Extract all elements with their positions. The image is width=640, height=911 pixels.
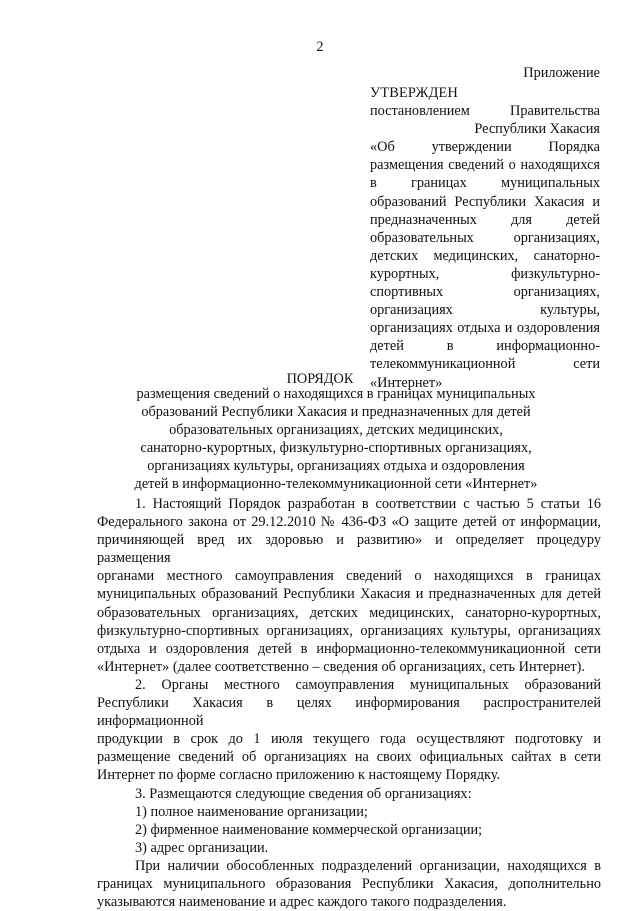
approval-line: предназначенных для детей xyxy=(370,211,600,228)
paragraph-4 xyxy=(97,857,601,911)
paragraph-line: границах муниципального образования Республики Хакасия, дополнительно xyxy=(97,875,601,892)
approval-line: «Об утверждении Порядка xyxy=(370,139,600,156)
paragraph-line: Интернет по форме согласно приложению к настоящему Порядку. xyxy=(97,767,501,784)
subtitle-line: образовательных организациях, детских медицинских, xyxy=(169,422,503,439)
paragraph-line: Федерального закона от 29.12.2010 № 436-ФЗ «О защите детей от информации, xyxy=(97,514,601,531)
paragraph-3 xyxy=(97,785,601,803)
approval-line: организациях культуры, xyxy=(370,302,600,319)
paragraph-line: органами местного самоуправления сведений о находящихся в границах xyxy=(97,568,601,585)
paragraph-line: Республики Хакасия в целях информирования распространителей информационной xyxy=(97,695,601,730)
page-number: 2 xyxy=(316,39,324,55)
approval-line: детей в информационно- xyxy=(370,338,600,355)
approval-line: образований Республики Хакасия и xyxy=(370,193,600,210)
list-item: 2) фирменное наименование коммерческой организации; xyxy=(135,821,483,838)
approval-line: размещения сведений о находящихся xyxy=(370,157,600,174)
approval-line: телекоммуникационной сети xyxy=(370,356,600,373)
paragraph-line: 2. Органы местного самоуправления муниципальных образований xyxy=(135,676,601,693)
approval-line: спортивных организациях, xyxy=(370,284,600,301)
approval-line: организациях отдыха и оздоровления xyxy=(370,320,600,337)
paragraph-line: 1. Настоящий Порядок разработан в соответствии с частью 5 статьи 16 xyxy=(135,496,601,512)
approval-line: Республики Хакасия xyxy=(474,121,600,138)
approval-line: курортных, физкультурно- xyxy=(370,265,600,282)
subtitle-line: санаторно-курортных, физкультурно-спортивных организациях, xyxy=(140,440,532,457)
paragraph-line: указываются наименование и адрес каждого такого подразделения. xyxy=(97,894,507,911)
list-item: 3) адрес организации. xyxy=(135,839,269,856)
paragraph-line: размещение сведений об организациях на своих официальных сайтах в сети xyxy=(97,749,601,766)
paragraph-2 xyxy=(97,676,601,785)
paragraph-line: При наличии обособленных подразделений организации, находящихся в xyxy=(135,857,601,874)
paragraph-line: продукции в срок до 1 июля текущего года осуществляют подготовку и xyxy=(97,731,601,748)
paragraph-line: причиняющей вред их здоровью и развитию» и определяет процедуру размещения xyxy=(97,532,601,567)
paragraph-1 xyxy=(97,495,601,676)
subtitle-line: образований Республики Хакасия и предназначенных для детей xyxy=(141,404,531,421)
paragraph-line: образовательных организациях, детских медицинских, санаторно-курортных, xyxy=(97,604,601,621)
list-item: 1) полное наименование организации; xyxy=(135,803,368,820)
approval-block xyxy=(370,84,600,392)
paragraph-line: муниципальных образований Республики Хакасия и предназначенных для детей xyxy=(97,586,601,603)
main-text xyxy=(97,495,601,911)
approval-line: постановлением Правительства xyxy=(370,103,600,120)
paragraph-line: физкультурно-спортивных организациях, организациях культуры, организациях xyxy=(97,622,601,639)
paragraph-line: 3. Размещаются следующие сведения об организациях: xyxy=(135,785,472,802)
document-title: ПОРЯДОК xyxy=(286,371,354,387)
approval-title: УТВЕРЖДЕН xyxy=(370,85,458,101)
subtitle-line: размещения сведений о находящихся в границах муниципальных xyxy=(136,386,536,402)
subtitle-line: детей в информационно-телекоммуникационной сети «Интернет» xyxy=(134,476,538,493)
approval-line: «Интернет» xyxy=(370,374,443,391)
document-subtitle xyxy=(120,385,552,494)
appendix-label: Приложение xyxy=(523,65,600,81)
subtitle-line: организациях культуры, организациях отдыха и оздоровления xyxy=(147,458,525,475)
paragraph-line: «Интернет» (далее соответственно – сведения об организациях, сеть Интернет). xyxy=(97,658,585,675)
approval-line: детских медицинских, санаторно- xyxy=(370,247,600,264)
paragraph-line: отдыха и оздоровления детей в информационно-телекоммуникационной сети xyxy=(97,640,601,657)
approval-body xyxy=(370,102,600,392)
approval-line: в границах муниципальных xyxy=(370,175,600,192)
approval-line: образовательных организациях, xyxy=(370,229,600,246)
